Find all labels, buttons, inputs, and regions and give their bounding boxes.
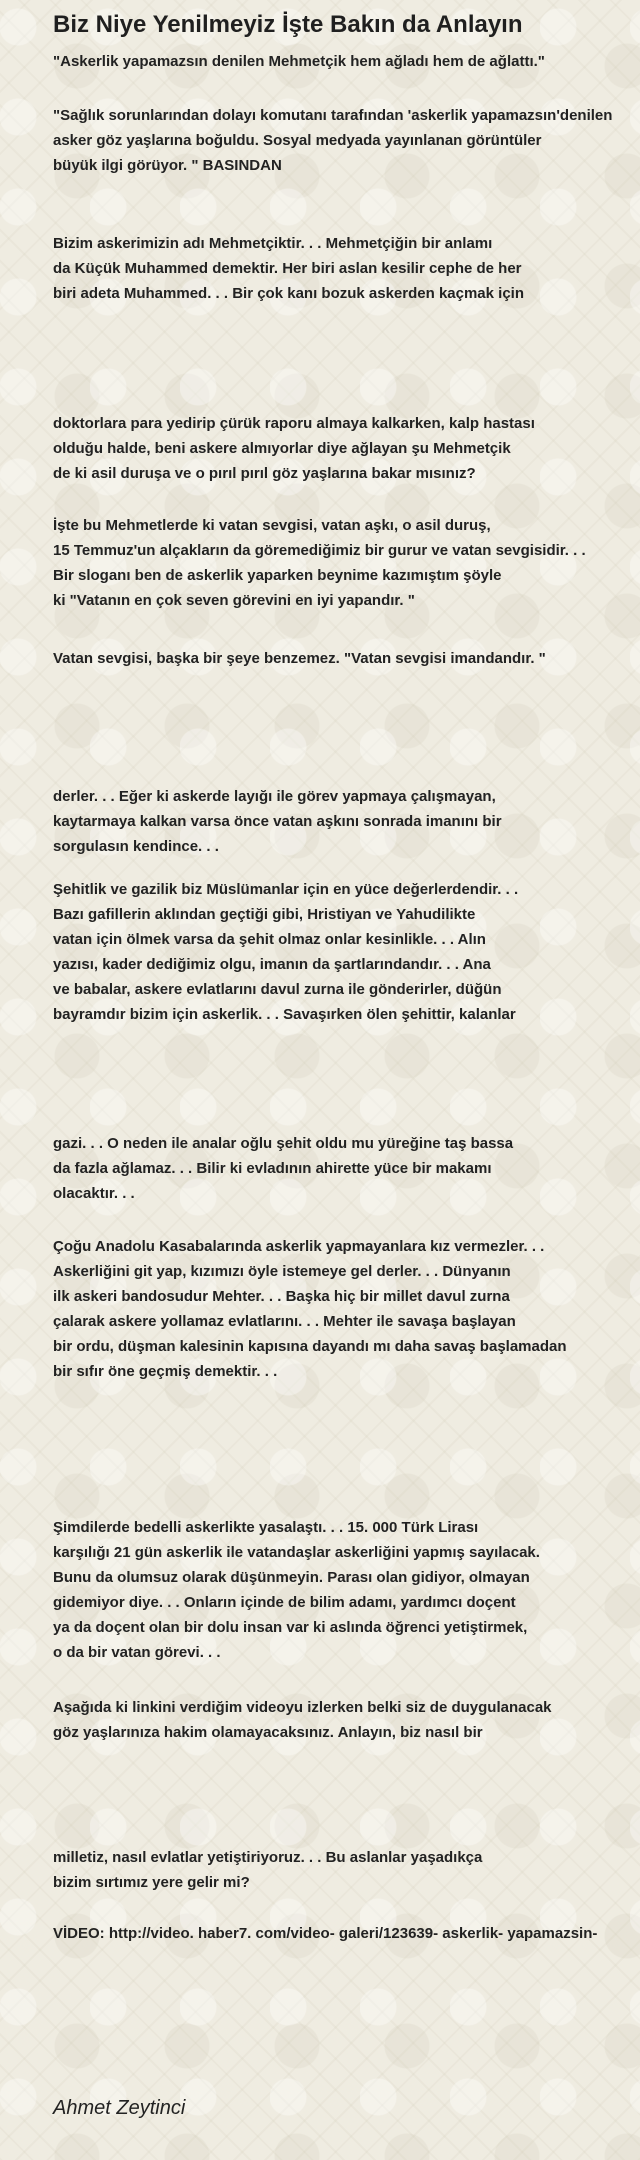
page-title: Biz Niye Yenilmeyiz İşte Bakın da Anlayın [53, 11, 523, 38]
text-line: Çoğu Anadolu Kasabalarında askerlik yapmayanlara kız vermezler. . . [53, 1238, 545, 1255]
text-line: büyük ilgi görüyor. " BASINDAN [53, 157, 282, 174]
text-line: Askerliğini git yap, kızımızı öyle istemeye gel derler. . . Dünyanın [53, 1263, 511, 1280]
text-line: kaytarmaya kalkan varsa önce vatan aşkını sonrada imanını bir [53, 813, 502, 830]
text-line: vatan için ölmek varsa da şehit olmaz onlar kesinlikle. . . Alın [53, 931, 486, 948]
text-line: bir sıfır öne geçmiş demektir. . . [53, 1363, 278, 1380]
text-line: çalarak askere yollamaz evlatlarını. . . Mehter ile savaşa başlayan [53, 1313, 516, 1330]
text-line: olduğu halde, beni askere almıyorlar diye ağlayan şu Mehmetçik [53, 440, 511, 457]
text-line: da Küçük Muhammed demektir. Her biri aslan kesilir cephe de her [53, 260, 522, 277]
text-line: ki "Vatanın en çok seven görevini en iyi yapandır. " [53, 592, 415, 609]
text-block-5 [53, 513, 640, 613]
text-block-10 [53, 1234, 640, 1384]
text-line: bayramdır bizim için askerlik. . . Savaşırken ölen şehittir, kalanlar [53, 1006, 516, 1023]
text-line: gidemiyor diye. . . Onların içinde de bilim adamı, yardımcı doçent [53, 1594, 516, 1611]
text-line: bizim sırtımız yere gelir mi? [53, 1874, 250, 1891]
text-block-4 [53, 411, 640, 486]
text-line: göz yaşlarınıza hakim olamayacaksınız. Anlayın, biz nasıl bir [53, 1724, 483, 1741]
text-block-13 [53, 1845, 640, 1895]
text-block-3 [53, 231, 640, 306]
text-line: İşte bu Mehmetlerde ki vatan sevgisi, vatan aşkı, o asil duruş, [53, 517, 491, 534]
text-block-8 [53, 877, 640, 1027]
text-block-12 [53, 1695, 640, 1745]
text-line: Şimdilerde bedelli askerlikte yasalaştı. . . 15. 000 Türk Lirası [53, 1519, 479, 1536]
text-line: yazısı, kader dediğimiz olgu, imanın da şartlarındandır. . . Ana [53, 956, 491, 973]
text-line: 15 Temmuz'un alçakların da göremediğimiz bir gurur ve vatan sevgisidir. . . [53, 542, 586, 559]
text-line: Vatan sevgisi, başka bir şeye benzemez. "Vatan sevgisi imandandır. " [53, 650, 546, 667]
text-line: "Askerlik yapamazsın denilen Mehmetçik hem ağladı hem de ağlattı." [53, 53, 545, 70]
text-line: Şehitlik ve gazilik biz Müslümanlar için en yüce değerlerdendir. . . [53, 881, 519, 898]
text-block-1 [53, 49, 640, 74]
author-name: Ahmet Zeytinci [53, 2097, 186, 2119]
text-line: "Sağlık sorunlarından dolayı komutanı tarafından 'askerlik yapamazsın'denilen [53, 107, 613, 124]
text-block-2 [53, 103, 640, 178]
video-link-text: VİDEO: http://video. haber7. com/video- galeri/123639- askerlik- yapamazsin- [53, 1925, 598, 1942]
text-line: ilk askeri bandosudur Mehter. . . Başka hiç bir millet davul zurna [53, 1288, 510, 1305]
text-line: biri adeta Muhammed. . . Bir çok kanı bozuk askerden kaçmak için [53, 285, 524, 302]
text-line: doktorlara para yedirip çürük raporu almaya kalkarken, kalp hastası [53, 415, 535, 432]
text-line: karşılığı 21 gün askerlik ile vatandaşlar askerliğini yapmış sayılacak. [53, 1544, 540, 1561]
text-line: gazi. . . O neden ile analar oğlu şehit oldu mu yüreğine taş bassa [53, 1135, 514, 1152]
text-line: o da bir vatan görevi. . . [53, 1644, 221, 1661]
text-line: Aşağıda ki linkini verdiğim videoyu izlerken belki siz de duygulanacak [53, 1699, 552, 1716]
text-line: Bizim askerimizin adı Mehmetçiktir. . . Mehmetçiğin bir anlamı [53, 235, 493, 252]
text-line: Bazı gafillerin aklından geçtiği gibi, Hristiyan ve Yahudilikte [53, 906, 476, 923]
text-line: sorgulasın kendince. . . [53, 838, 219, 855]
text-line: da fazla ağlamaz. . . Bilir ki evladının ahirette yüce bir makamı [53, 1160, 492, 1177]
text-block-11 [53, 1515, 640, 1665]
text-block-9 [53, 1131, 640, 1206]
text-line: olacaktır. . . [53, 1185, 135, 1202]
text-block-14 [53, 1921, 640, 1946]
text-line: de ki asil duruşa ve o pırıl pırıl göz yaşlarına bakar mısınız? [53, 465, 476, 482]
text-line: Bunu da olumsuz olarak düşünmeyin. Parası olan gidiyor, olmayan [53, 1569, 530, 1586]
text-line: milletiz, nasıl evlatlar yetiştiriyoruz. . . Bu aslanlar yaşadıkça [53, 1849, 483, 1866]
text-line: ya da doçent olan bir dolu insan var ki aslında öğrenci yetiştirmek, [53, 1619, 528, 1636]
text-block-6 [53, 646, 640, 671]
text-line: Bir sloganı ben de askerlik yaparken beynime kazımıştım şöyle [53, 567, 502, 584]
text-line: ve babalar, askere evlatlarını davul zurna ile gönderirler, düğün [53, 981, 502, 998]
text-line: bir ordu, düşman kalesinin kapısına dayandı mı daha savaş başlamadan [53, 1338, 567, 1355]
text-line: derler. . . Eğer ki askerde layığı ile görev yapmaya çalışmayan, [53, 788, 496, 805]
text-block-7 [53, 784, 640, 859]
text-line: asker göz yaşlarına boğuldu. Sosyal medyada yayınlanan görüntüler [53, 132, 542, 149]
